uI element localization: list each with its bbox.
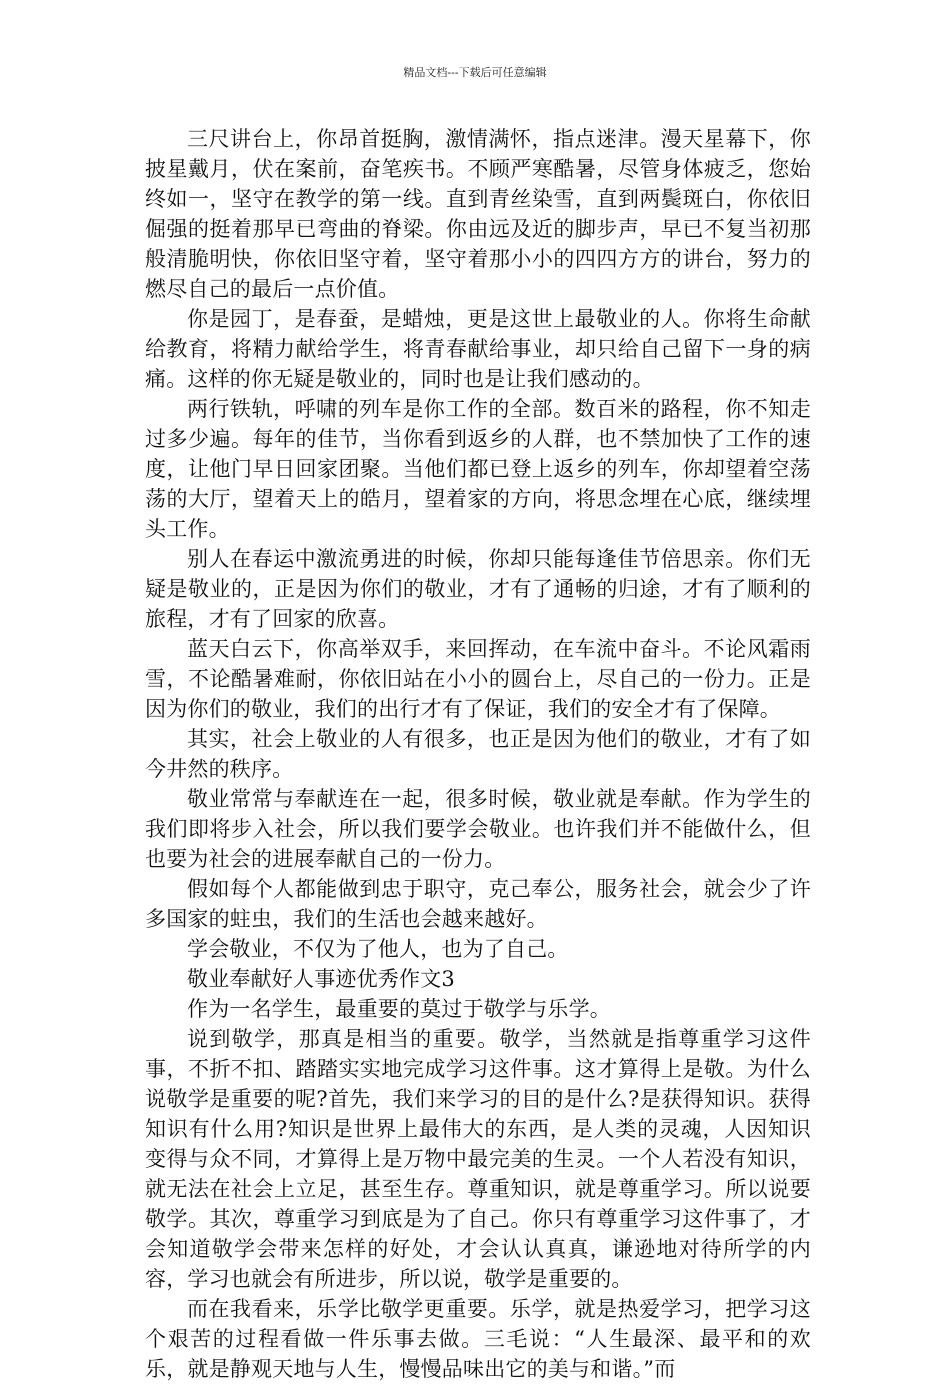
essay-title: 敬业奉献好人事迹优秀作文3 bbox=[187, 967, 455, 991]
document-body bbox=[145, 124, 811, 1384]
paragraph-traffic-police: 蓝天白云下，你高举双手，来回挥动，在车流中奋斗。不论风霜雨雪，不论酷暑难耐，你依旧站在小小的圆台上，尽自己的一份力。正是因为你们的敬业，我们的出行才有了保证，我们的安全才有了保障。 bbox=[145, 637, 811, 721]
paragraph-everyone: 假如每个人都能做到忠于职守，克己奉公，服务社会，就会少了许多国家的蛀虫，我们的生活也会越来越好。 bbox=[145, 877, 811, 931]
paragraph-teacher: 三尺讲台上，你昂首挺胸，激情满怀，指点迷津。漫天星幕下，你披星戴月，伏在案前，奋笔疾书。不顾严寒酷暑，尽管身体疲乏，您始终如一，坚守在教学的第一线。直到青丝染雪，直到两鬓斑白，你依旧倔强的挺着那早已弯曲的脊梁。你由远及近的脚步声，早已不复当初那般清脆明快，你依旧坚守着，坚守着那小小的四四方方的讲台，努力的燃尽自己的最后一点价值。 bbox=[145, 127, 811, 301]
paragraph-spring-festival: 别人在春运中激流勇进的时候，你却只能每逢佳节倍思亲。你们无疑是敬业的，正是因为你们的敬业，才有了通畅的归途，才有了顺利的旅程，才有了回家的欣喜。 bbox=[145, 547, 811, 631]
page-header: 精品文档---下载后可任意编辑 bbox=[403, 66, 547, 79]
paragraph-learn-dedication: 学会敬业，不仅为了他人，也为了自己。 bbox=[187, 937, 569, 961]
paragraph-student: 作为一名学生，最重要的莫过于敬学与乐学。 bbox=[187, 997, 611, 1021]
paragraph-society: 其实，社会上敬业的人有很多，也正是因为他们的敬业，才有了如今井然的秩序。 bbox=[145, 727, 811, 781]
paragraph-enjoy-learning: 而在我看来，乐学比敬学更重要。乐学，就是热爱学习，把学习这个艰苦的过程看做一件乐事去做。三毛说：“人生最深、最平和的欢乐，就是静观天地与人生，慢慢品味出它的美与和谐。”而 bbox=[145, 1297, 811, 1381]
paragraph-respect-learning: 说到敬学，那真是相当的重要。敬学，当然就是指尊重学习这件事，不折不扣、踏踏实实地完成学习这件事。这才算得上是敬。为什么说敬学是重要的呢?首先，我们来学习的目的是什么?是获得知识。获得知识有什么用?知识是世界上最伟大的东西，是人类的灵魂，人因知识变得与众不同，才算得上是万物中最完美的生灵。一个人若没有知识，就无法在社会上立足，甚至生存。尊重知识，就是尊重学习。所以说要敬学。其次，尊重学习到底是为了自己。你只有尊重学习这件事了，才会知道敬学会带来怎样的好处，才会认认真真，谦逊地对待所学的内容，学习也就会有所进步，所以说，敬学是重要的。 bbox=[145, 1027, 811, 1291]
paragraph-dedication: 敬业常常与奉献连在一起，很多时候，敬业就是奉献。作为学生的我们即将步入社会，所以我们要学会敬业。也许我们并不能做什么，但也要为社会的进展奉献自己的一份力。 bbox=[145, 787, 811, 871]
paragraph-railway: 两行铁轨，呼啸的列车是你工作的全部。数百米的路程，你不知走过多少遍。每年的佳节，当你看到返乡的人群，也不禁加快了工作的速度，让他门早日回家团聚。当他们都已登上返乡的列车，你却望着空荡荡的大厅，望着天上的皓月，望着家的方向，将思念埋在心底，继续埋头工作。 bbox=[145, 397, 811, 541]
paragraph-gardener: 你是园丁，是春蚕，是蜡烛，更是这世上最敬业的人。你将生命献给教育，将精力献给学生，将青春献给事业，却只给自己留下一身的病痛。这样的你无疑是敬业的，同时也是让我们感动的。 bbox=[145, 307, 811, 391]
